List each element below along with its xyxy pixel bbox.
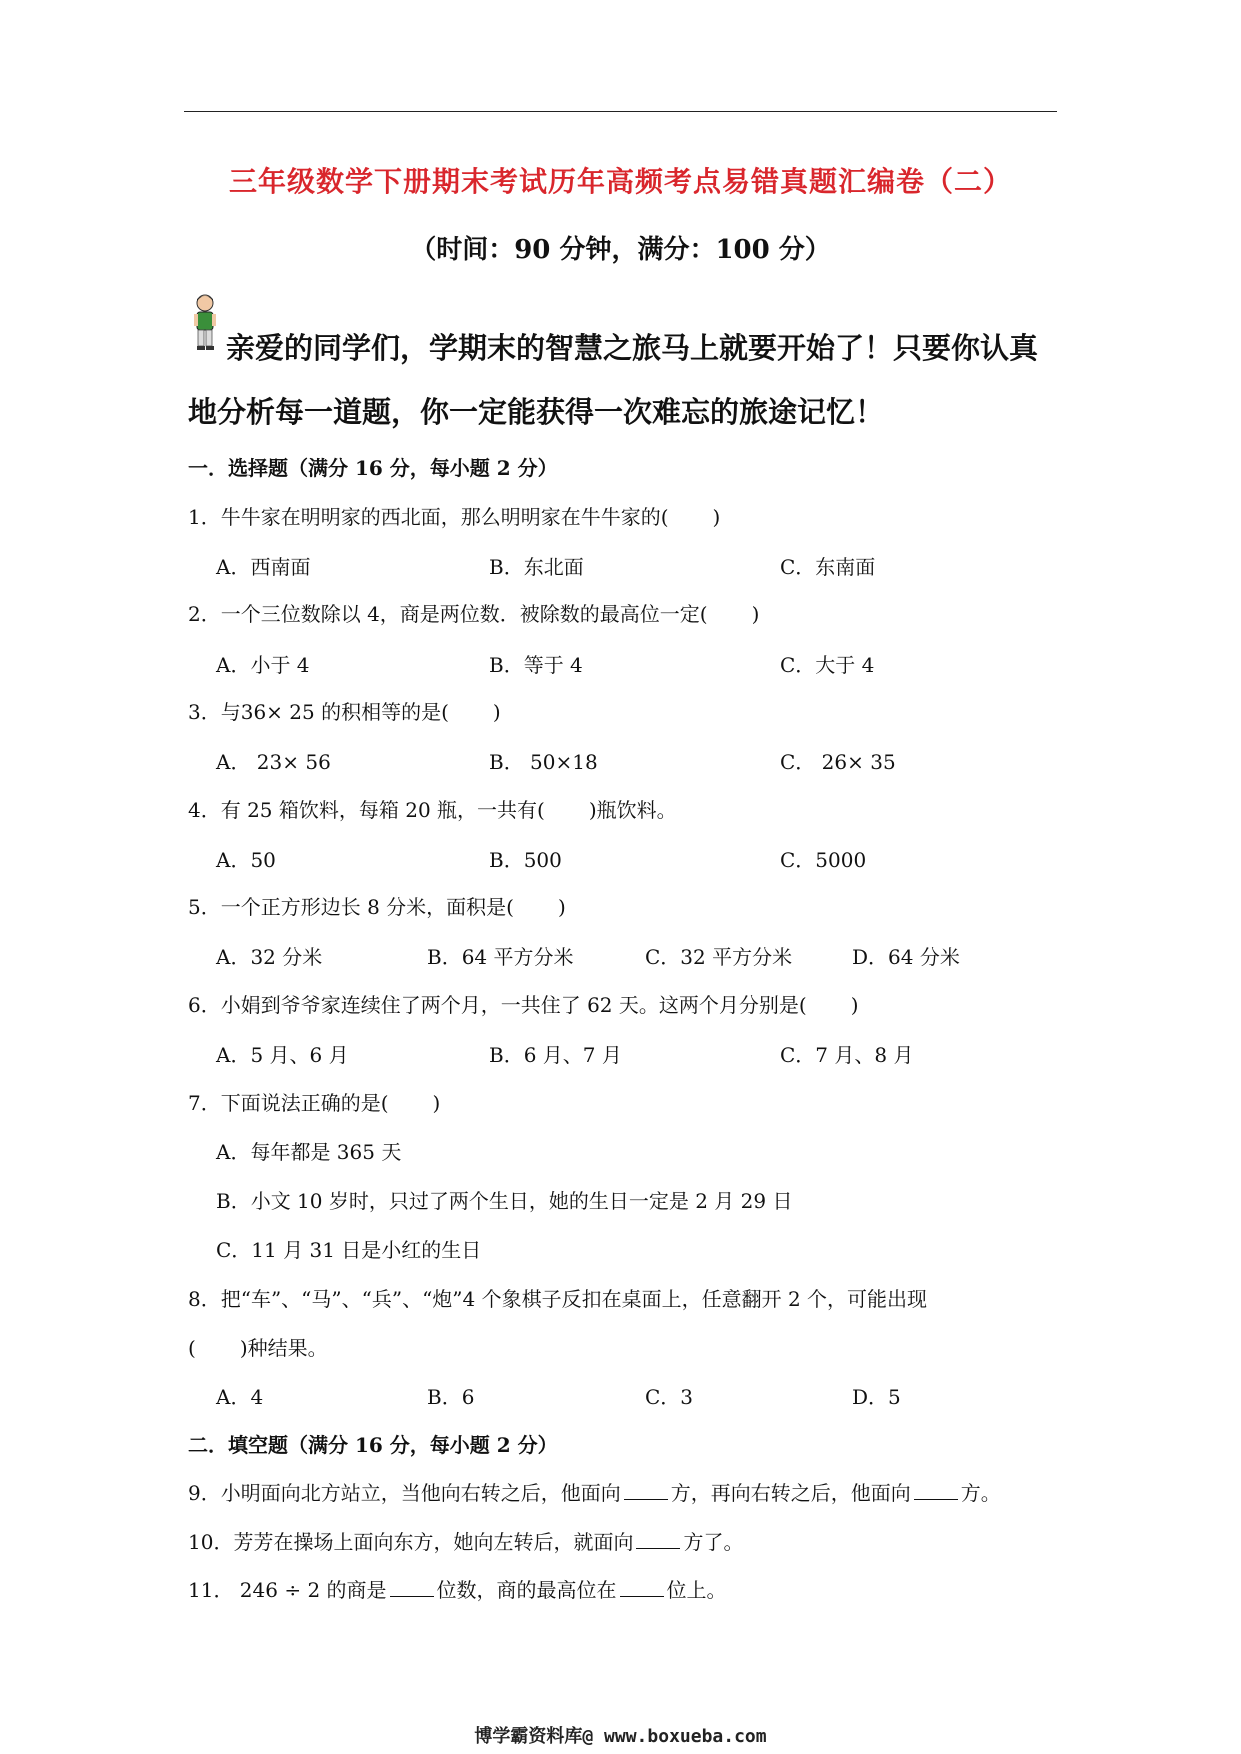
q8-option-a: A．4 xyxy=(216,1385,264,1409)
exam-info: （时间：90 分钟，满分：100 分） xyxy=(410,235,831,265)
question-11-part-3: 位上。 xyxy=(666,1578,727,1602)
question-9-part-3: 方。 xyxy=(960,1481,1001,1505)
question-1-text: 1．牛牛家在明明家的西北面，那么明明家在牛牛家的( xyxy=(188,505,669,529)
q8-option-d: D．5 xyxy=(852,1385,901,1409)
intro-line-1: 亲爱的同学们，学期末的智慧之旅马上就要开始了！只要你认真 xyxy=(226,331,1039,365)
section-choice-heading: 一．选择题（满分 16 分，每小题 2 分） xyxy=(188,456,558,480)
question-9 xyxy=(188,1477,1001,1506)
question-5 xyxy=(188,891,566,920)
page-title: 三年级数学下册期末考试历年高频考点易错真题汇编卷（二） xyxy=(228,165,1012,198)
footer-watermark: 博学霸资料库@ www.boxueba.com xyxy=(474,1726,767,1747)
q7-option-b: B．小文 10 岁时，只过了两个生日，她的生日一定是 2 月 29 日 xyxy=(216,1189,793,1213)
question-4-text: 4．有 25 箱饮料，每箱 20 瓶，一共有( xyxy=(188,798,545,822)
question-10 xyxy=(188,1526,743,1555)
question-2-text: 2．一个三位数除以 4，商是两位数．被除数的最高位一定( xyxy=(188,602,708,626)
question-9-part-2: 方，再向右转之后，他面向 xyxy=(670,1481,911,1505)
q3-option-c: C． 26× 35 xyxy=(780,750,896,774)
q7-option-a: A．每年都是 365 天 xyxy=(216,1140,402,1164)
fill-blank[interactable] xyxy=(636,1530,680,1549)
q8-option-c: C．3 xyxy=(645,1385,694,1409)
fill-blank[interactable] xyxy=(624,1481,668,1500)
q4-option-b: B．500 xyxy=(489,848,562,872)
question-8-line-2 xyxy=(188,1332,328,1361)
question-1-close: ) xyxy=(712,505,721,529)
question-11 xyxy=(188,1574,727,1603)
q5-option-c: C．32 平方分米 xyxy=(645,945,793,969)
q6-option-a: A．5 月、6 月 xyxy=(216,1043,349,1067)
q3-option-a: A． 23× 56 xyxy=(216,750,331,774)
question-4-close: )瓶饮料。 xyxy=(588,798,677,822)
section-fill-heading: 二．填空题（满分 16 分，每小题 2 分） xyxy=(188,1433,558,1457)
q1-option-a: A．西南面 xyxy=(216,555,311,579)
question-8-open: ( xyxy=(188,1336,196,1360)
q6-option-b: B．6 月、7 月 xyxy=(489,1043,622,1067)
question-5-close: ) xyxy=(557,895,566,919)
question-8-close: )种结果。 xyxy=(239,1336,328,1360)
q6-option-c: C．7 月、8 月 xyxy=(780,1043,914,1067)
question-7-close: ) xyxy=(432,1091,441,1115)
q5-option-b: B．64 平方分米 xyxy=(427,945,574,969)
q5-option-a: A．32 分米 xyxy=(216,945,323,969)
q8-option-b: B．6 xyxy=(427,1385,475,1409)
q7-option-c: C．11 月 31 日是小红的生日 xyxy=(216,1238,482,1262)
q1-option-b: B．东北面 xyxy=(489,555,584,579)
question-6 xyxy=(188,989,859,1018)
question-1 xyxy=(188,501,720,530)
q1-option-c: C．东南面 xyxy=(780,555,876,579)
q2-option-c: C．大于 4 xyxy=(780,653,875,677)
question-6-text: 6．小娟到爷爷家连续住了两个月，一共住了 62 天。这两个月分别是( xyxy=(188,993,807,1017)
q4-option-c: C．5000 xyxy=(780,848,867,872)
question-8-line-1: 8．把“车”、“马”、“兵”、“炮”4 个象棋子反扣在桌面上，任意翻开 2 个，可能出现 xyxy=(188,1287,928,1311)
question-7 xyxy=(188,1087,440,1116)
question-11-part-1: 11． 246 ÷ 2 的商是 xyxy=(188,1578,387,1602)
q3-option-b: B． 50×18 xyxy=(489,750,598,774)
q2-option-a: A．小于 4 xyxy=(216,653,310,677)
question-3 xyxy=(188,696,501,725)
question-5-text: 5．一个正方形边长 8 分米，面积是( xyxy=(188,895,514,919)
fill-blank[interactable] xyxy=(620,1578,664,1597)
question-10-part-2: 方了。 xyxy=(683,1530,744,1554)
question-4 xyxy=(188,794,677,823)
fill-blank[interactable] xyxy=(914,1481,958,1500)
q4-option-a: A．50 xyxy=(216,848,276,872)
question-11-part-2: 位数，商的最高位在 xyxy=(436,1578,617,1602)
student-mascot-icon xyxy=(188,293,222,353)
question-2 xyxy=(188,598,759,627)
question-10-part-1: 10．芳芳在操场上面向东方，她向左转后，就面向 xyxy=(188,1530,634,1554)
question-6-close: ) xyxy=(850,993,859,1017)
question-7-text: 7．下面说法正确的是( xyxy=(188,1091,389,1115)
q2-option-b: B．等于 4 xyxy=(489,653,583,677)
q5-option-d: D．64 分米 xyxy=(852,945,960,969)
intro-line-2: 地分析每一道题，你一定能获得一次难忘的旅途记忆！ xyxy=(188,395,885,429)
question-9-part-1: 9．小明面向北方站立，当他向右转之后，他面向 xyxy=(188,1481,621,1505)
question-2-close: ) xyxy=(751,602,760,626)
question-3-close: ) xyxy=(492,700,501,724)
header-rule xyxy=(184,111,1057,112)
question-3-text: 3．与36× 25 的积相等的是( xyxy=(188,700,449,724)
fill-blank[interactable] xyxy=(390,1578,434,1597)
